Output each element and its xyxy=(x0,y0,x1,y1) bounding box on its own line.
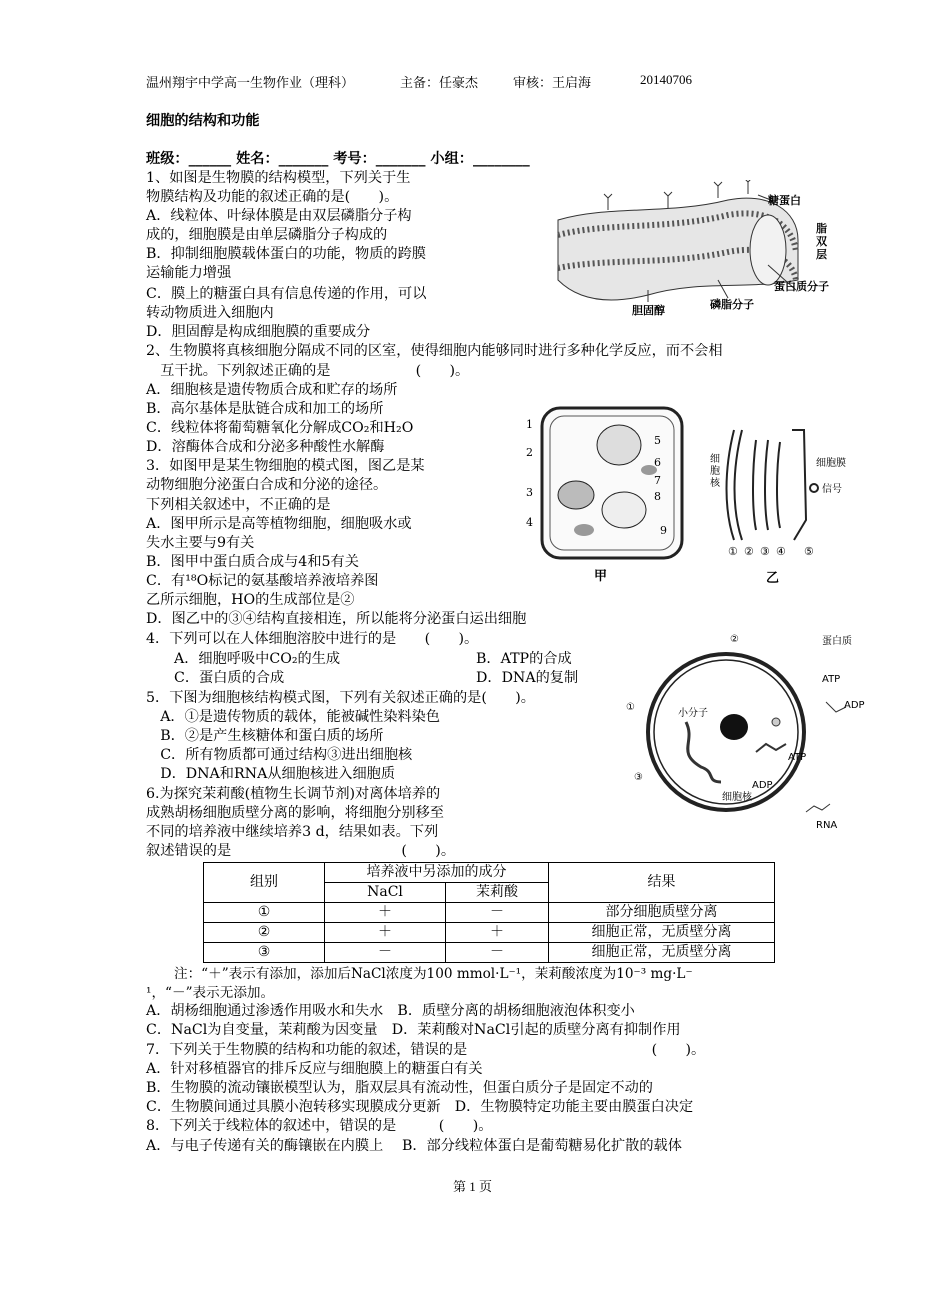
text-line: 不同的培养液中继续培养3 d，结果如表。下列 xyxy=(146,824,439,840)
cell-num: 6 xyxy=(654,456,661,469)
text-line: 转动物质进入细胞内 xyxy=(146,305,274,321)
table-cell: ② xyxy=(204,923,325,943)
cell-num: 5 xyxy=(654,434,661,447)
table-cell: 细胞正常，无质壁分离 xyxy=(549,923,775,943)
cell-num: 4 xyxy=(526,516,533,529)
text-line: 成的，细胞膜是由单层磷脂分子构成的 xyxy=(146,227,388,243)
text-line: 7．下列关于生物膜的结构和功能的叙述，错误的是 ( )。 xyxy=(146,1042,706,1058)
membrane-model-figure xyxy=(548,180,848,320)
label-c1: ① xyxy=(626,702,635,713)
text-line: 成熟胡杨细胞质壁分离的影响，将细胞分别移至 xyxy=(146,805,444,821)
text-line: C．生物膜间通过具膜小泡转移实现膜成分更新 D．生物膜特定功能主要由膜蛋白决定 xyxy=(146,1099,694,1115)
table-header: 组别 xyxy=(204,863,325,903)
text-line: C．膜上的糖蛋白具有信息传递的作用，可以 xyxy=(146,286,427,302)
text-line: B．②是产生核糖体和蛋白质的场所 xyxy=(146,728,384,744)
circled-num: ② xyxy=(744,545,754,558)
label-cholesterol: 胆固醇 xyxy=(632,304,665,317)
text-line: 下列相关叙述中，不正确的是 xyxy=(146,497,331,513)
text-line: A．图甲所示是高等植物细胞，细胞吸水或 xyxy=(146,516,412,532)
text-line: D．图乙中的③④结构直接相连，所以能将分泌蛋白运出细胞 xyxy=(146,611,527,627)
table-cell: 部分细胞质壁分离 xyxy=(549,903,775,923)
text-line: A．针对移植器官的排斥反应与细胞膜上的糖蛋白有关 xyxy=(146,1061,483,1077)
table-cell: － xyxy=(446,943,549,963)
table-cell: ＋ xyxy=(325,923,446,943)
cell-num: 8 xyxy=(654,490,661,503)
table-cell: 细胞正常，无质壁分离 xyxy=(549,943,775,963)
table-row xyxy=(204,903,775,923)
label-phospholipid: 磷脂分子 xyxy=(710,298,754,311)
circled-num: ③ xyxy=(760,545,770,558)
text-line: 失水主要与9有关 xyxy=(146,535,255,551)
label-membrane: 细胞膜 xyxy=(816,458,846,469)
q4-option-a: A．细胞呼吸中CO₂的生成 xyxy=(174,651,341,667)
nucleus-figure xyxy=(626,632,876,832)
q4-option-d: D．DNA的复制 xyxy=(476,670,579,686)
table-note: ¹，“－”表示无添加。 xyxy=(146,985,275,1001)
table-header: 培养液中另添加的成分 xyxy=(325,863,549,883)
text-line: A．与电子传递有关的酶镶嵌在内膜上 B．部分线粒体蛋白是葡萄糖易化扩散的载体 xyxy=(146,1138,682,1154)
text-line: C．有¹⁸O标记的氨基酸培养液培养图 xyxy=(146,573,379,589)
text-line: B．生物膜的流动镶嵌模型认为，脂双层具有流动性，但蛋白质分子是固定不动的 xyxy=(146,1080,653,1096)
text-line: B．图甲中蛋白质合成与4和5有关 xyxy=(146,554,359,570)
cell-num: 9 xyxy=(660,524,667,537)
label-nucleus: 细胞核 xyxy=(710,454,720,489)
label-c3: ③ xyxy=(634,772,643,783)
text-line: 乙所示细胞，HO的生成部位是② xyxy=(146,592,355,608)
header-author: 主备：任豪杰 xyxy=(400,75,479,90)
text-line: A．细胞核是遗传物质合成和贮存的场所 xyxy=(146,382,398,398)
circled-num: ① xyxy=(728,545,738,558)
text-line: D．胆固醇是构成细胞膜的重要成分 xyxy=(146,324,371,340)
table-cell: － xyxy=(446,903,549,923)
text-line: D．溶酶体合成和分泌多种酸性水解酶 xyxy=(146,439,385,455)
text-line: 互干扰。下列叙述正确的是 ( )。 xyxy=(146,363,470,379)
label-protein: 蛋白质 xyxy=(822,636,852,647)
q4-option-b: B．ATP的合成 xyxy=(476,651,572,667)
text-line: B．抑制细胞膜载体蛋白的功能，物质的跨膜 xyxy=(146,246,426,262)
circled-num: ⑤ xyxy=(804,545,814,558)
header-date: 20140706 xyxy=(640,72,692,87)
label-glycoprotein: 糖蛋白 xyxy=(768,194,801,207)
text-line: A．①是遗传物质的载体，能被碱性染料染色 xyxy=(146,709,440,725)
text-line: A．胡杨细胞通过渗透作用吸水和失水 B．质壁分离的胡杨细胞液泡体积变小 xyxy=(146,1003,635,1019)
text-line: 8．下列关于线粒体的叙述中，错误的是 ( )。 xyxy=(146,1118,493,1134)
label-atp: ATP xyxy=(788,752,807,763)
results-table xyxy=(203,862,775,963)
table-cell: ＋ xyxy=(325,903,446,923)
table-cell: ① xyxy=(204,903,325,923)
text-line: 4．下列可以在人体细胞溶胶中进行的是 ( )。 xyxy=(146,631,479,647)
text-line: 运输能力增强 xyxy=(146,265,232,281)
text-line: 2、生物膜将真核细胞分隔成不同的区室，使得细胞内能够同时进行多种化学反应，而不会相 xyxy=(146,343,723,359)
table-cell: ③ xyxy=(204,943,325,963)
label-bilayer: 脂双层 xyxy=(816,222,827,261)
table-row xyxy=(204,943,775,963)
text-line: C．NaCl为自变量，茉莉酸为因变量 D．茉莉酸对NaCl引起的质壁分离有抑制作用 xyxy=(146,1022,681,1038)
label-rna: RNA xyxy=(816,820,838,831)
circled-num: ④ xyxy=(776,545,786,558)
header-reviewer: 审核：王启海 xyxy=(513,75,592,90)
header-school: 温州翔宇中学高一生物作业（理科） xyxy=(146,75,355,90)
label-jia: 甲 xyxy=(594,569,608,584)
table-cell: ＋ xyxy=(446,923,549,943)
text-line: 5．下图为细胞核结构模式图，下列有关叙述正确的是( )。 xyxy=(146,690,535,706)
text-line: 物膜结构及功能的叙述正确的是( )。 xyxy=(146,189,399,205)
table-note: 注：“＋”表示有添加，添加后NaCl浓度为100 mmol·L⁻¹，茉莉酸浓度为10⁻³ mg·L⁻ xyxy=(174,966,693,982)
page-number: 第 1 页 xyxy=(453,1179,493,1194)
text-line: C．线粒体将葡萄糖氧化分解成CO₂和H₂O xyxy=(146,420,414,436)
label-protein: 蛋白质分子 xyxy=(774,280,829,293)
text-line: 6.为探究茉莉酸(植物生长调节剂)对离体培养的 xyxy=(146,786,441,802)
table-cell: － xyxy=(325,943,446,963)
info-line: 班级：______ 姓名：_______ 考号：_______ 小组：________ xyxy=(146,151,530,167)
label-yi: 乙 xyxy=(766,571,780,586)
cell-num: 2 xyxy=(526,446,533,459)
text-line: 叙述错误的是 ( )。 xyxy=(146,843,456,859)
page-title: 细胞的结构和功能 xyxy=(146,113,260,129)
label-small: 小分子 xyxy=(678,708,708,719)
table-header: 茉莉酸 xyxy=(446,883,549,903)
label-atp: ATP xyxy=(822,674,841,685)
text-line: B．高尔基体是肽链合成和加工的场所 xyxy=(146,401,384,417)
label-signal: 信号 xyxy=(822,484,842,495)
table-header: NaCl xyxy=(325,883,446,903)
text-line: 1、如图是生物膜的结构模型，下列关于生 xyxy=(146,170,411,186)
table-row xyxy=(204,923,775,943)
label-c2: ② xyxy=(730,634,739,645)
label-adp: ADP xyxy=(752,780,773,791)
cell-num: 1 xyxy=(526,418,533,431)
cell-figure xyxy=(524,400,854,590)
text-line: 3．如图甲是某生物细胞的模式图，图乙是某 xyxy=(146,458,425,474)
cell-num: 7 xyxy=(654,474,661,487)
text-line: A．线粒体、叶绿体膜是由双层磷脂分子构 xyxy=(146,208,412,224)
table-header: 结果 xyxy=(549,863,775,903)
q4-option-c: C．蛋白质的合成 xyxy=(174,670,285,686)
label-nucleus: 细胞核 xyxy=(722,792,752,803)
text-line: D．DNA和RNA从细胞核进入细胞质 xyxy=(146,766,396,782)
label-adp: ADP xyxy=(844,700,865,711)
cell-num: 3 xyxy=(526,486,533,499)
text-line: C．所有物质都可通过结构③进出细胞核 xyxy=(146,747,413,763)
text-line: 动物细胞分泌蛋白合成和分泌的途径。 xyxy=(146,477,388,493)
